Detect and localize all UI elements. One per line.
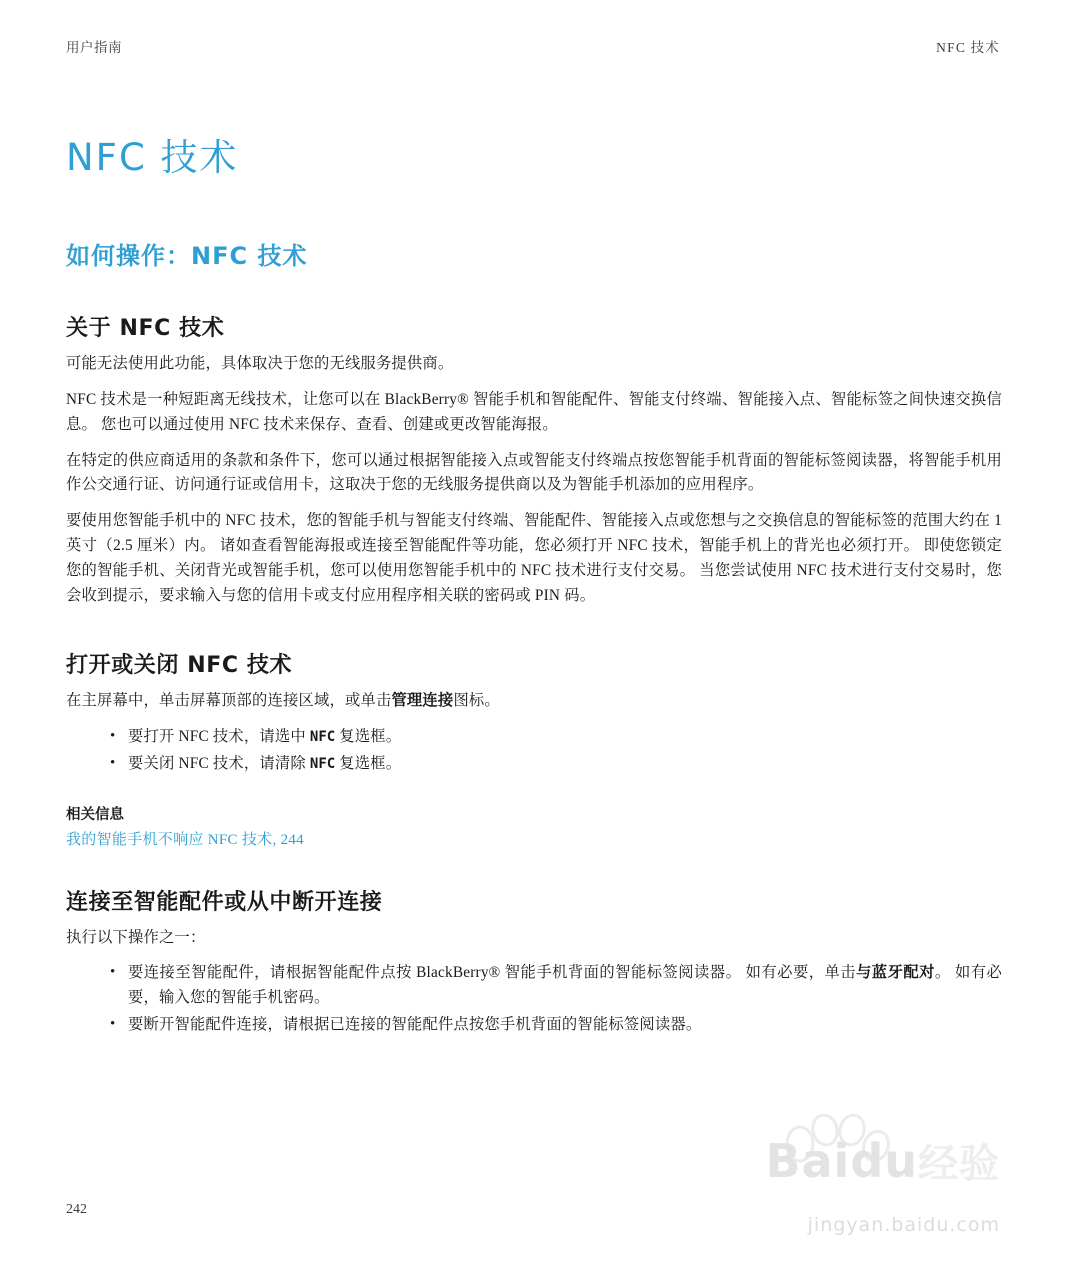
accessory-bullet-list [66, 961, 1002, 1037]
page-title: NFC 技术 [66, 136, 239, 179]
about-paragraph-1: 可能无法使用此功能，具体取决于您的无线服务提供商。 [66, 355, 454, 373]
document-content [66, 136, 1002, 1040]
accessory-lead: 执行以下操作之一： [66, 928, 206, 946]
about-heading: 关于 NFC 技术 [66, 316, 225, 342]
bullet-text-after: 。 如有必要，输入您的智能手机密码。 [128, 964, 1002, 1007]
toggle-lead-after: 图标。 [453, 692, 500, 710]
manage-connections-label: 管理连接 [391, 692, 454, 710]
accessory-heading: 连接至智能配件或从中断开连接 [66, 889, 383, 915]
bullet-text-before: 要断开智能配件连接，请根据已连接的智能配件点按您手机背面的智能标签阅读器。 [128, 1015, 702, 1033]
pair-with-bluetooth-label: 与蓝牙配对 [856, 964, 935, 982]
paw-print-icon [780, 1114, 890, 1172]
nfc-checkbox-term: NFC [309, 729, 336, 746]
list-item [110, 1013, 1002, 1038]
bullet-text-before: 要关闭 NFC 技术，请清除 [128, 754, 310, 772]
list-item [110, 961, 1002, 1011]
related-info-heading: 相关信息 [66, 806, 124, 823]
page-number: 242 [66, 1202, 87, 1217]
list-item [110, 752, 1002, 777]
about-paragraph-3: 在特定的供应商适用的条款和条件下，您可以通过根据智能接入点或智能支付终端点按您智能手机背面的智能标签阅读器，将智能手机用作公交通行证、访问通行证或信用卡，这取决于您的无线服务提供商以及为智能手机添加的应用程序。 [66, 451, 1002, 494]
watermark-suffix-text: 经验 [918, 1141, 1000, 1187]
list-item [110, 725, 1002, 750]
running-header-left: 用户指南 [66, 40, 122, 55]
watermark-brand [765, 1132, 1000, 1189]
section-title: 如何操作：NFC 技术 [66, 242, 308, 271]
toggle-heading: 打开或关闭 NFC 技术 [66, 653, 293, 679]
toggle-bullet-list [66, 725, 1002, 777]
toggle-lead-before: 在主屏幕中，单击屏幕顶部的连接区域，或单击 [66, 692, 392, 710]
running-header-right: NFC 技术 [936, 40, 1000, 55]
toggle-lead [66, 689, 1002, 714]
about-paragraph-4: 要使用您智能手机中的 NFC 技术，您的智能手机与智能支付终端、智能配件、智能接入点或您想与之交换信息的智能标签的范围大约在 1 英寸（2.5 厘米）内。 诸如查看智能海报或连接至智能配件等功能，您必须打开 NFC 技术，智能手机上的背光也必须打开。 即使您锁定您的智能手机、关闭背光或智能手机，您可以使用您智能手机中的 NFC 技术进行支付交易。 当您尝试使用 NFC 技术进行支付交易时，您会收到提示，要求输入与您的信用卡或支付应用程序相关联的密码或 PIN 码。 [66, 512, 1002, 604]
related-info-link[interactable]: 我的智能手机不响应 NFC 技术, 244 [66, 831, 304, 848]
watermark-brand-text: Baidu [765, 1134, 918, 1188]
bullet-text-before: 要连接至智能配件，请根据智能配件点按 BlackBerry® 智能手机背面的智能标签阅读器。 如有必要，单击 [128, 964, 857, 982]
bullet-text-after: 复选框。 [335, 728, 402, 746]
nfc-checkbox-term: NFC [309, 755, 336, 772]
watermark-url: jingyan.baidu.com [807, 1214, 1000, 1236]
bullet-text-after: 复选框。 [335, 754, 402, 772]
watermark [728, 1114, 1008, 1244]
about-paragraph-2: NFC 技术是一种短距离无线技术，让您可以在 BlackBerry® 智能手机和智能配件、智能支付终端、智能接入点、智能标签之间快速交换信息。 您也可以通过使用 NFC 技术来保存、查看、创建或更改智能海报。 [66, 391, 1002, 433]
bullet-text-before: 要打开 NFC 技术，请选中 [128, 728, 310, 746]
running-header [66, 36, 1000, 56]
